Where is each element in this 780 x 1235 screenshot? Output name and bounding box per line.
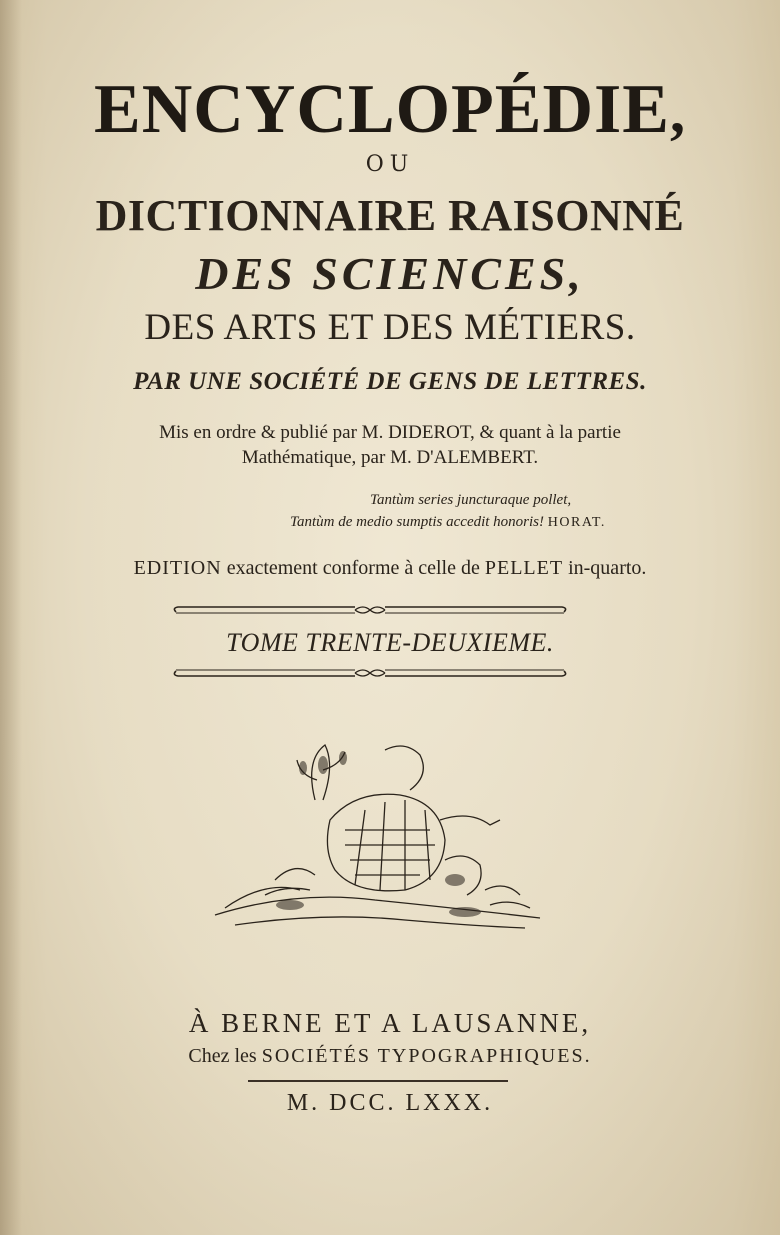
main-title: ENCYCLOPÉDIE, <box>94 71 686 148</box>
decorative-rule-top <box>170 604 570 620</box>
subtitle-dictionnaire: DICTIONNAIRE RAISONNÉ <box>95 191 685 240</box>
epigraph-line-2: Tantùm de medio sumptis accedit honoris! HORAT. <box>290 514 606 530</box>
volume-title: TOME TRENTE-DEUXIEME. <box>226 628 554 657</box>
printers-ornament-vignette <box>205 740 550 945</box>
imprint-divider <box>248 1080 508 1082</box>
edition-note: EDITION exactement conforme à celle de PELLET in-quarto. <box>133 557 647 579</box>
decorative-rule-bottom <box>170 663 570 679</box>
subtitle-arts: DES ARTS ET DES MÉTIERS. <box>144 307 636 348</box>
imprint-place: À BERNE ET A LAUSANNE, <box>188 1008 592 1038</box>
authors-line: PAR UNE SOCIÉTÉ DE GENS DE LETTRES. <box>133 368 647 395</box>
imprint-publisher: Chez les SOCIÉTÉS TYPOGRAPHIQUES. <box>188 1045 592 1067</box>
editor-line-1: Mis en ordre & publié par M. DIDEROT, & quant à la partie <box>159 422 621 443</box>
epigraph-source: HORAT. <box>547 515 606 530</box>
conjunction-ou: OU <box>365 152 415 177</box>
epigraph-line-1: Tantùm series juncturaque pollet, <box>370 492 572 508</box>
subtitle-sciences: DES SCIENCES, <box>195 248 585 299</box>
imprint-year: M. DCC. LXXX. <box>286 1090 494 1116</box>
editor-line-2: Mathématique, par M. D'ALEMBERT. <box>241 447 539 468</box>
